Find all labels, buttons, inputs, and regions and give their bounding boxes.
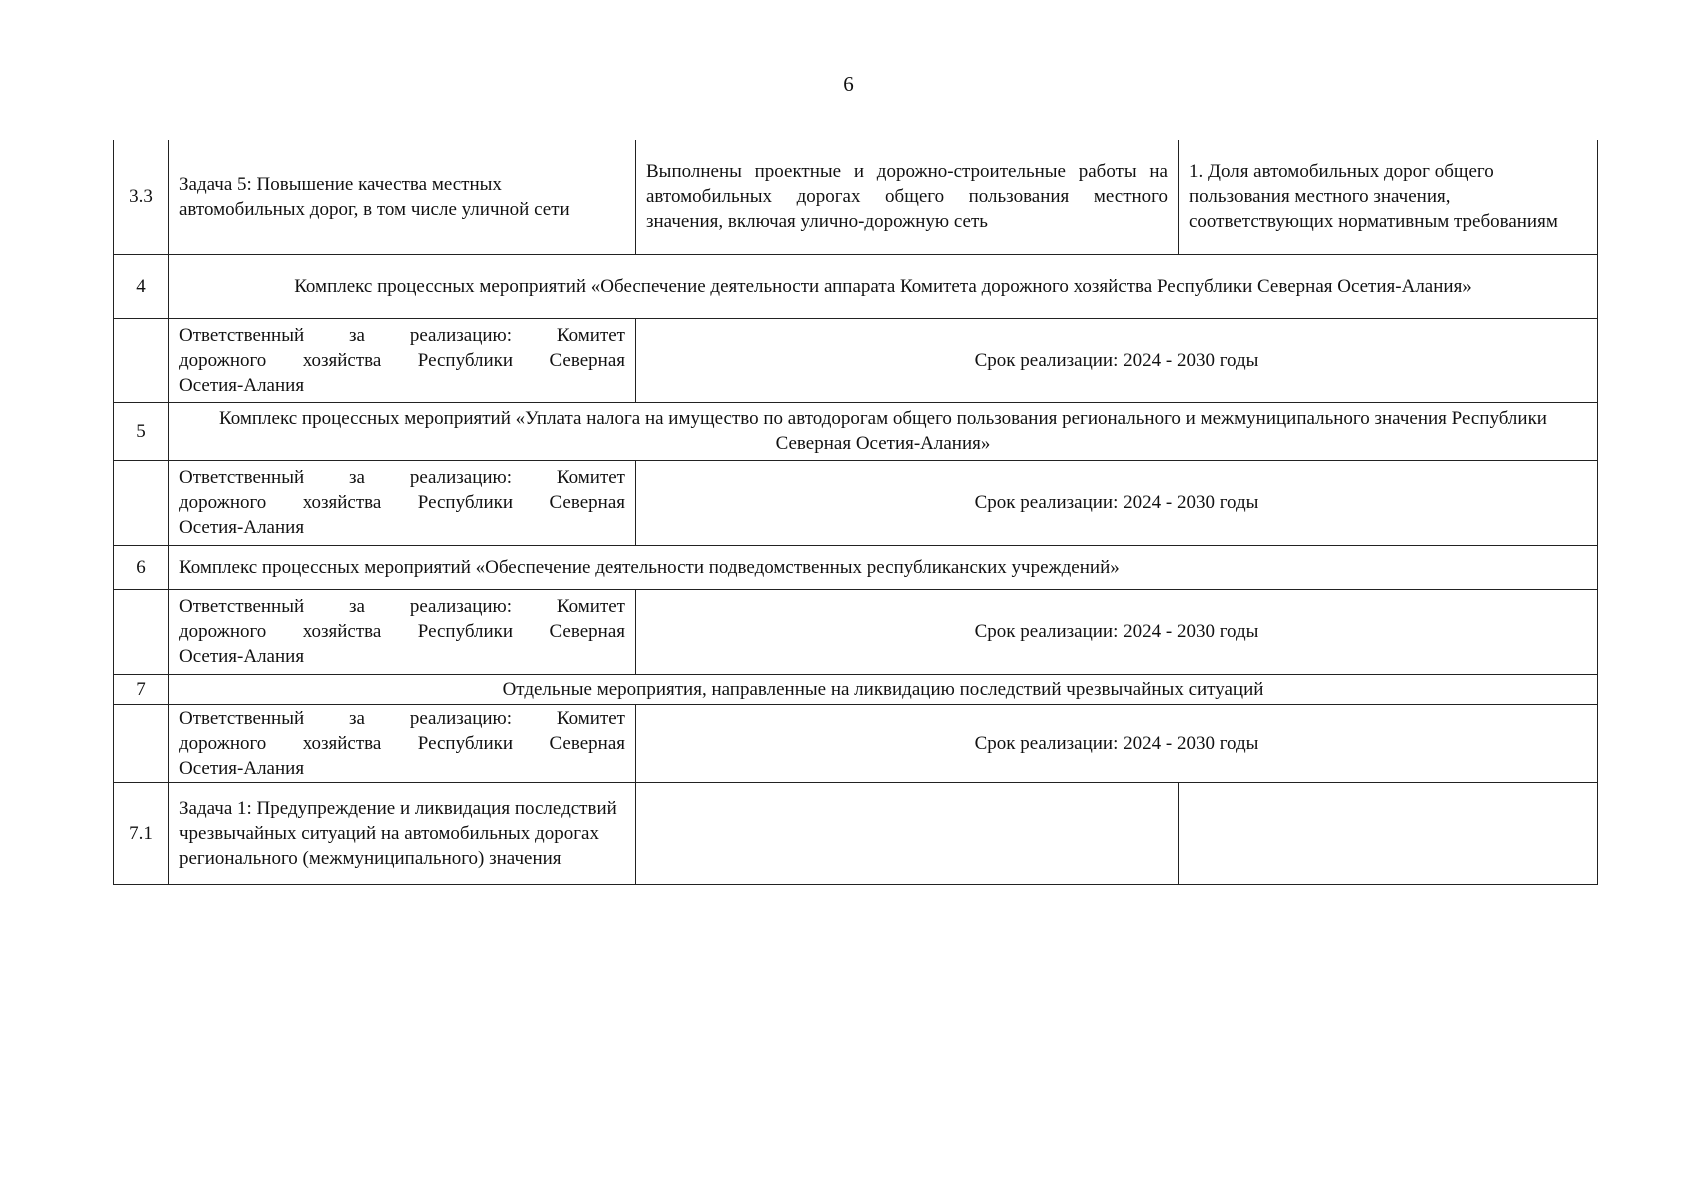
section-title: Отдельные мероприятия, направленные на ликвидацию последствий чрезвычайных ситуаций xyxy=(169,674,1598,704)
responsible-line: Ответственный за реализацию: Комитет xyxy=(179,707,625,729)
responsible-cell xyxy=(169,460,636,545)
table-row-7 xyxy=(114,674,1598,704)
row-number: 7 xyxy=(114,674,169,704)
table-row-5 xyxy=(114,402,1598,460)
section-title: Комплекс процессных мероприятий «Обеспечение деятельности аппарата Комитета дорожного хозяйства Республики Северная Осетия-Алания» xyxy=(169,254,1598,318)
task-cell: Задача 1: Предупреждение и ликвидация последствий чрезвычайных ситуаций на автомобильных дорогах регионального (межмуниципального) значения xyxy=(169,782,636,884)
row-number: 3.3 xyxy=(114,140,169,254)
empty-number-cell xyxy=(114,460,169,545)
row-number: 7.1 xyxy=(114,782,169,884)
responsible-line: дорожного хозяйства Республики Северная xyxy=(179,621,625,642)
row-number: 4 xyxy=(114,254,169,318)
responsible-line: Осетия-Алания xyxy=(179,757,305,779)
term-cell: Срок реализации: 2024 - 2030 годы xyxy=(636,460,1598,545)
table-row-responsible xyxy=(114,460,1598,545)
result-cell xyxy=(636,782,1179,884)
responsible-cell xyxy=(169,704,636,782)
task-cell: Задача 5: Повышение качества местных автомобильных дорог, в том числе уличной сети xyxy=(169,140,636,254)
responsible-cell xyxy=(169,589,636,674)
result-cell: Выполнены проектные и дорожно-строительные работы на автомобильных дорогах общего пользования местного значения, включая улично-дорожную сеть xyxy=(636,140,1179,254)
table-row-6 xyxy=(114,545,1598,589)
table-row-responsible xyxy=(114,589,1598,674)
row-number: 6 xyxy=(114,545,169,589)
section-title: Комплекс процессных мероприятий «Уплата налога на имущество по автодорогам общего пользования регионального и межмуниципального значения Республики Северная Осетия-Алания» xyxy=(169,402,1598,460)
term-cell: Срок реализации: 2024 - 2030 годы xyxy=(636,589,1598,674)
responsible-cell xyxy=(169,318,636,402)
table-row-responsible xyxy=(114,704,1598,782)
table-row-7-1 xyxy=(114,782,1598,884)
table-row-3-3 xyxy=(114,140,1598,254)
program-structure-table xyxy=(113,140,1598,885)
term-cell: Срок реализации: 2024 - 2030 годы xyxy=(636,318,1598,402)
responsible-line: Осетия-Алания xyxy=(179,517,305,538)
empty-number-cell xyxy=(114,589,169,674)
responsible-line: Ответственный за реализацию: Комитет xyxy=(179,324,625,346)
responsible-line: дорожного хозяйства Республики Северная xyxy=(179,349,625,371)
responsible-line: Ответственный за реализацию: Комитет xyxy=(179,467,625,488)
responsible-line: Осетия-Алания xyxy=(179,374,305,396)
term-cell: Срок реализации: 2024 - 2030 годы xyxy=(636,704,1598,782)
indicator-cell: 1. Доля автомобильных дорог общего пользования местного значения, соответствующих нормативным требованиям xyxy=(1179,140,1598,254)
page-number: 6 xyxy=(843,72,854,96)
responsible-line: дорожного хозяйства Республики Северная xyxy=(179,492,625,513)
empty-number-cell xyxy=(114,704,169,782)
empty-number-cell xyxy=(114,318,169,402)
row-number: 5 xyxy=(114,402,169,460)
table-row-responsible xyxy=(114,318,1598,402)
responsible-line: дорожного хозяйства Республики Северная xyxy=(179,732,625,754)
indicator-cell xyxy=(1179,782,1598,884)
responsible-line: Осетия-Алания xyxy=(179,646,305,667)
table-row-4 xyxy=(114,254,1598,318)
responsible-line: Ответственный за реализацию: Комитет xyxy=(179,596,625,617)
section-title: Комплекс процессных мероприятий «Обеспечение деятельности подведомственных республиканских учреждений» xyxy=(169,545,1598,589)
